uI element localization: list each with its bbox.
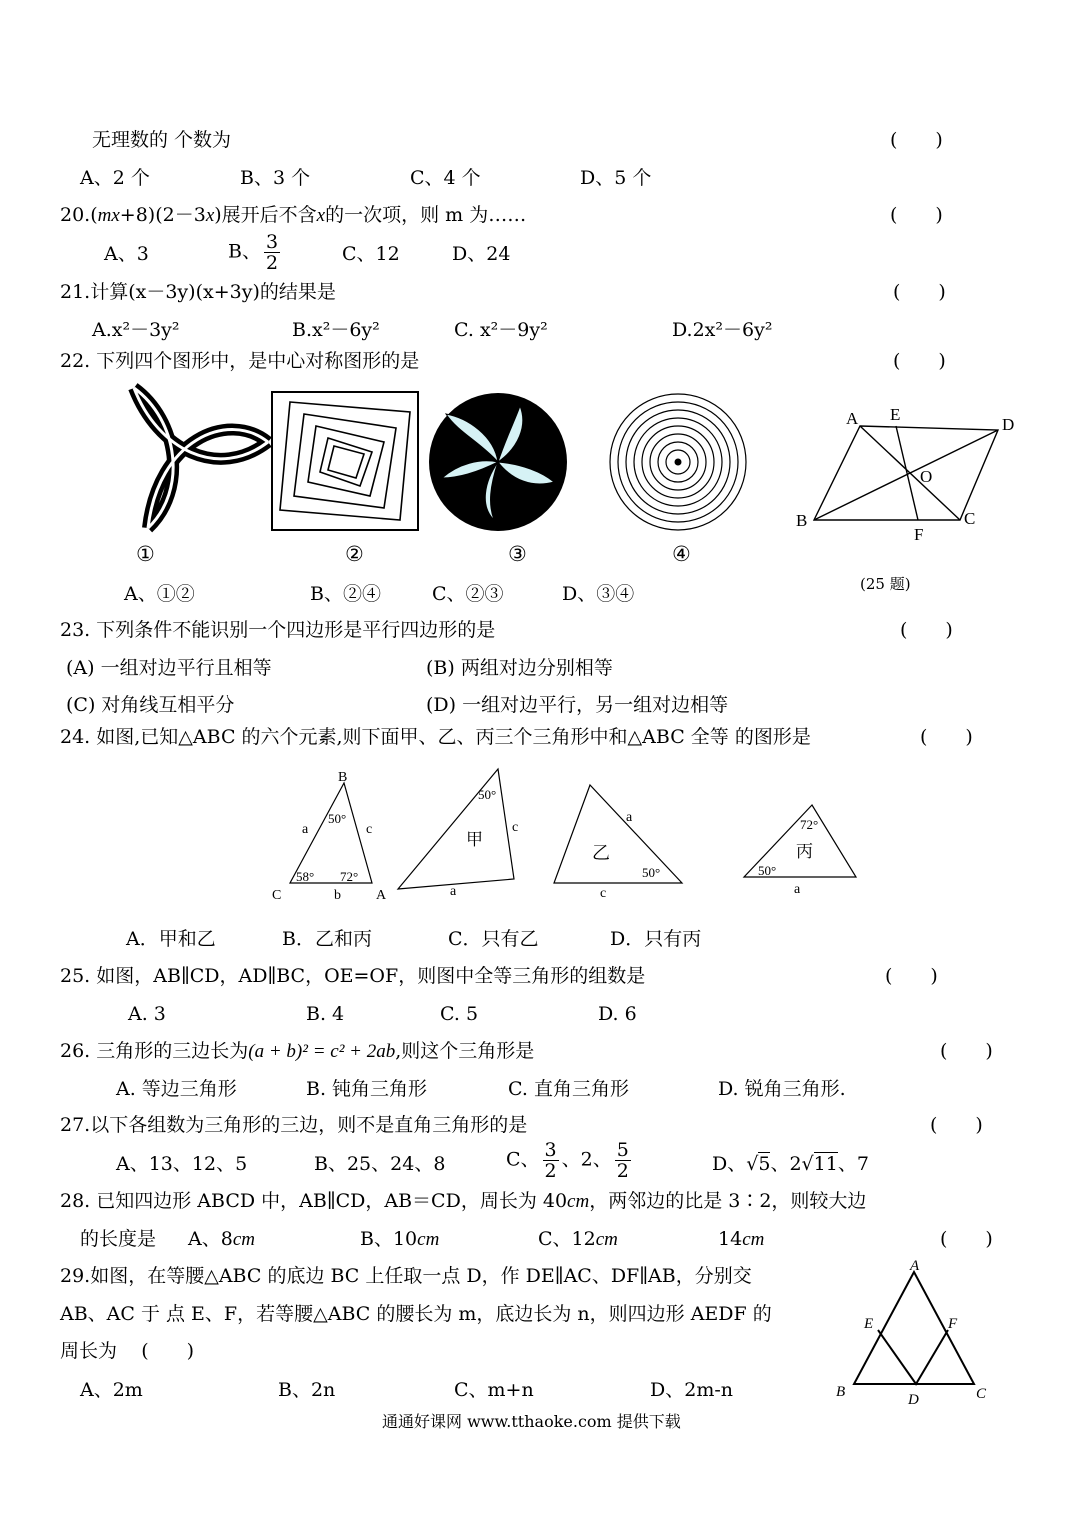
q21-paren: ( ) (893, 281, 946, 303)
fig25-label-b: B (796, 511, 808, 530)
q28-option-c-unit: cm (595, 1229, 618, 1250)
q27-option-d-end: 、7 (837, 1153, 869, 1175)
tri-abc-side-b: b (334, 888, 341, 903)
q28-line-1 (60, 1189, 866, 1214)
q29-line-3 (60, 1339, 194, 1363)
q20-expr-mx: mx (97, 205, 120, 226)
fig29-label-c: C (976, 1386, 987, 1402)
q19-option-c: C、4 个 (410, 167, 481, 189)
q19-stem: 无理数的 个数为 (92, 129, 232, 151)
q22-option-a: A、①② (124, 583, 195, 605)
q26-option-d: D. 锐角三角形. (718, 1078, 846, 1100)
q20-option-b-fraction (264, 232, 280, 273)
q22-paren: ( ) (893, 350, 946, 372)
q22-fig-label-1: ① (136, 542, 155, 566)
q27-option-d-prefix: D、 (712, 1153, 747, 1175)
q27-option-d (712, 1152, 869, 1176)
q28-option-d (718, 1227, 764, 1252)
fig25-label-d: D (1002, 415, 1015, 434)
q26-formula: (a + b)² = c² + 2ab (248, 1041, 396, 1062)
q20-option-c: C、12 (342, 243, 400, 265)
q24-option-d: D．只有丙 (610, 928, 702, 950)
q20-expr-x: x (205, 205, 215, 226)
q27-option-c (506, 1140, 634, 1181)
q28-option-c-value: C、12 (538, 1228, 596, 1250)
q24-option-c: C．只有乙 (448, 928, 539, 950)
q24-stem: 24. 如图,已知△ABC 的六个元素,则下面甲、乙、丙三个三角形中和△ABC 全等 的图形是 (60, 726, 811, 748)
q28-paren: ( ) (940, 1228, 993, 1250)
tri-bing-side-a: a (794, 882, 801, 897)
q27-option-c-fraction-2 (615, 1140, 631, 1181)
q23-paren: ( ) (900, 619, 953, 641)
q27-option-d-radicand-1: 5 (758, 1153, 771, 1175)
q29-option-b: B、2n (278, 1379, 336, 1401)
fraction-denominator: 2 (616, 1160, 629, 1182)
q25-stem: 25. 如图，AB∥CD，AD∥BC，OE=OF，则图中全等三角形的组数是 (60, 965, 646, 987)
q20-expr-x2: x (316, 205, 326, 226)
q26-stem (60, 1039, 534, 1064)
q28-option-a-value: A、8 (188, 1228, 233, 1250)
q22-stem: 22. 下列四个图形中，是中心对称图形的是 (60, 350, 420, 372)
q20-stem (60, 203, 526, 228)
fig25-caption: (25 题) (860, 575, 911, 593)
q21-option-d: D.2x²－6y² (672, 319, 773, 341)
tri-yi-name: 乙 (592, 843, 610, 863)
tri-yi-angle: 50° (642, 865, 661, 880)
figure-29-triangle (830, 1256, 1000, 1408)
fig29-label-d: D (908, 1392, 919, 1408)
q27-option-c-prefix: C、 (506, 1148, 540, 1171)
figure-3-petal-disc (428, 392, 568, 532)
q29-line-2: AB、AC 于 点 E、F，若等腰△ABC 的腰长为 m，底边长为 n，则四边形 AEDF 的 (60, 1303, 772, 1325)
tri-abc-angle-a: 72° (340, 869, 359, 884)
tri-bing-angle-top: 72° (800, 817, 819, 832)
q23-option-a: (A) 一组对边平行且相等 (66, 657, 272, 679)
fraction-numerator: 3 (265, 231, 279, 253)
q27-option-a: A、13、12、5 (116, 1153, 248, 1175)
tri-yi-side-c: c (600, 886, 607, 901)
q20-option-a: A、3 (104, 243, 149, 265)
q27-option-c-mid: 、2、 (561, 1148, 612, 1171)
q25-option-a: A. 3 (128, 1003, 166, 1025)
page-footer: 通通好课网 www.tthaoke.com 提供下载 (382, 1412, 681, 1431)
q21-option-b: B.x²－6y² (292, 319, 380, 341)
q20-option-b (228, 232, 283, 273)
q25-option-c: C. 5 (440, 1003, 479, 1025)
q26-paren: ( ) (940, 1040, 993, 1062)
q20-number: 20. (60, 204, 91, 226)
figure-25-parallelogram (790, 400, 1030, 550)
q28-line-2-label: 的长度是 (80, 1228, 157, 1250)
q27-stem: 27.以下各组数为三角形的三边，则不是直角三角形的是 (60, 1114, 528, 1136)
triangle-abc (272, 770, 387, 903)
tri-bing-name: 丙 (796, 842, 813, 861)
q29-option-d: D、2m-n (650, 1379, 733, 1401)
q20-expr-b: +8)(2－3 (119, 204, 206, 226)
q20-expr-c: )展开后不含 (214, 204, 317, 226)
triangle-jia (398, 769, 518, 899)
q19-paren: ( ) (890, 129, 943, 151)
figure-1-triquetra (118, 380, 274, 536)
q27-option-d-radicand-2: 11 (813, 1153, 838, 1175)
figure-4-concentric-circles (608, 392, 748, 532)
sqrt-icon: √ (801, 1153, 814, 1175)
q29-line-3-text: 周长为 (60, 1340, 118, 1362)
fig25-label-f: F (914, 525, 924, 544)
q24-paren: ( ) (920, 726, 973, 748)
q28-option-b (360, 1227, 439, 1252)
q24-option-a: A．甲和乙 (126, 928, 216, 950)
fraction-denominator: 2 (544, 1160, 557, 1182)
q28-option-d-unit: cm (742, 1229, 765, 1250)
q19-option-b: B、3 个 (240, 167, 311, 189)
q28-option-a (188, 1227, 255, 1252)
fraction-numerator: 3 (544, 1139, 557, 1161)
q21-option-c: C. x²－9y² (454, 319, 548, 341)
q24-option-b: B．乙和丙 (282, 928, 372, 950)
q27-option-c-fraction-1 (543, 1140, 559, 1181)
q29-paren: ( ) (141, 1340, 195, 1362)
q21-stem: 21.计算(x－3y)(x+3y)的结果是 (60, 281, 336, 303)
q28-line-1-b: ，两邻边的比是 3∶2，则较大边 (589, 1190, 867, 1212)
q26-option-b: B. 钝角三角形 (306, 1078, 428, 1100)
tri-yi-side-a: a (626, 810, 633, 825)
q20-expr-a: ( (90, 204, 98, 226)
q22-fig-label-2: ② (345, 542, 364, 566)
tri-jia-name: 甲 (466, 830, 483, 849)
q28-option-d-value: 14 (718, 1228, 743, 1250)
q19-option-a: A、2 个 (80, 167, 150, 189)
fig25-label-a: A (846, 409, 859, 428)
q20-paren: ( ) (890, 204, 943, 226)
tri-jia-side-a: a (450, 884, 457, 899)
q22-option-c: C、②③ (432, 583, 504, 605)
fig29-label-e: E (864, 1316, 874, 1332)
triangle-bing (744, 805, 856, 897)
tri-jia-side-c: c (512, 820, 519, 835)
q28-option-b-unit: cm (417, 1229, 440, 1250)
figure-24-triangles (262, 765, 872, 905)
q23-option-c: (C) 对角线互相平分 (66, 694, 235, 716)
tri-abc-side-a: a (302, 822, 309, 837)
tri-jia-angle: 50° (478, 787, 497, 802)
q20-expr-d: 的一次项，则 m 为…… (325, 204, 527, 226)
q22-fig-label-4: ④ (672, 542, 691, 566)
fig25-label-o: O (920, 467, 933, 486)
q29-option-c: C、m+n (454, 1379, 534, 1401)
q28-line-1-a: 28. 已知四边形 ABCD 中，AB∥CD，AB＝CD，周长为 40 (60, 1190, 568, 1212)
triangle-yi (554, 785, 682, 901)
sqrt-icon: √ (746, 1153, 759, 1175)
tri-abc-angle-c: 58° (296, 869, 315, 884)
q19-option-d: D、5 个 (580, 167, 652, 189)
fig29-label-b: B (836, 1384, 846, 1400)
q20-option-d: D、24 (452, 243, 511, 265)
q28-option-b-value: B、10 (360, 1228, 418, 1250)
fraction-denominator: 2 (265, 252, 279, 274)
q27-option-d-mid: 、2 (770, 1153, 802, 1175)
figure-2-nested-squares (270, 390, 420, 532)
q29-option-a: A、2m (80, 1379, 143, 1401)
q25-paren: ( ) (885, 965, 938, 987)
q25-option-d: D. 6 (598, 1003, 637, 1025)
q28-option-a-unit: cm (232, 1229, 255, 1250)
q22-option-b: B、②④ (310, 583, 381, 605)
tri-abc-label-a: A (376, 888, 387, 903)
q26-option-a: A. 等边三角形 (116, 1078, 237, 1100)
q27-paren: ( ) (930, 1114, 983, 1136)
q22-fig-label-3: ③ (508, 542, 527, 566)
q21-option-a: A.x²－3y² (92, 319, 180, 341)
q27-option-b: B、25、24、8 (314, 1153, 446, 1175)
fig29-label-f: F (948, 1316, 958, 1332)
q26-stem-a: 26. 三角形的三边长为 (60, 1040, 249, 1062)
q23-stem: 23. 下列条件不能识别一个四边形是平行四边形的是 (60, 619, 496, 641)
q23-option-d: (D) 一组对边平行，另一组对边相等 (426, 694, 729, 716)
q26-option-c: C. 直角三角形 (508, 1078, 629, 1100)
q20-option-b-prefix: B、 (228, 240, 261, 263)
tri-bing-angle-left: 50° (758, 863, 777, 878)
tri-abc-label-c: C (272, 888, 282, 903)
q22-option-d: D、③④ (562, 583, 635, 605)
fig25-label-e: E (890, 405, 901, 424)
tri-abc-label-b: B (338, 770, 348, 785)
q29-line-1: 29.如图，在等腰△ABC 的底边 BC 上任取一点 D，作 DE∥AC、DF∥AB，分别交 (60, 1265, 752, 1287)
q23-option-b: (B) 两组对边分别相等 (426, 657, 613, 679)
tri-abc-side-c: c (366, 822, 373, 837)
q28-option-c (538, 1227, 618, 1252)
fig29-label-a: A (910, 1258, 920, 1274)
q26-stem-b: ,则这个三角形是 (395, 1040, 535, 1062)
tri-abc-angle-b: 50° (328, 811, 347, 826)
q28-unit: cm (567, 1191, 590, 1212)
fig25-label-c: C (964, 509, 976, 528)
fraction-numerator: 5 (616, 1139, 629, 1161)
q25-option-b: B. 4 (306, 1003, 345, 1025)
